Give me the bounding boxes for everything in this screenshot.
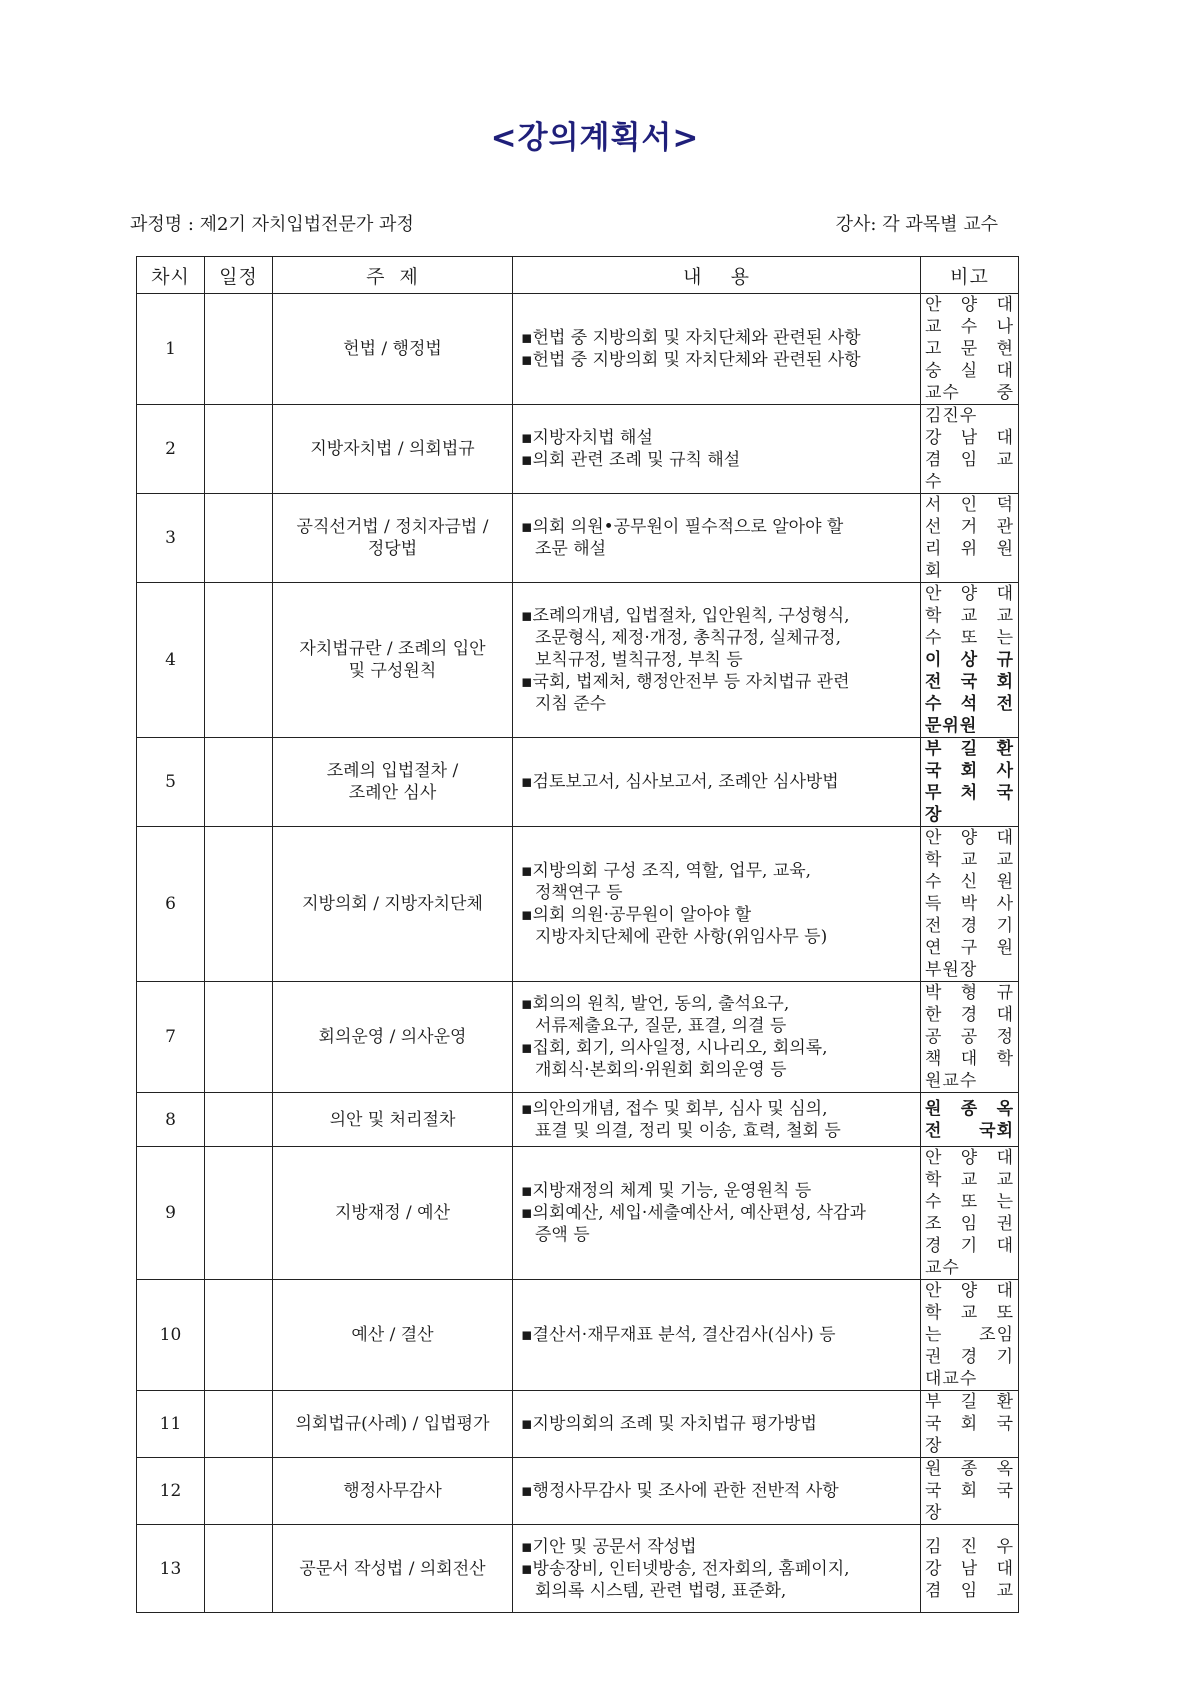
instructor-note-cell bbox=[921, 1458, 1019, 1525]
instructor-info: 강사: 각 과목별 교수 bbox=[835, 214, 998, 235]
topic-line: 지방의회 / 지방자치단체 bbox=[302, 894, 483, 914]
note-line: 숭 실 대 bbox=[925, 361, 1014, 381]
lecture-plan-table bbox=[136, 256, 1019, 1613]
note-line: 강 남 대 bbox=[925, 1558, 1014, 1579]
note-line: 전 경 기 bbox=[925, 916, 1014, 936]
content-cell bbox=[513, 494, 921, 583]
note-line: 안 양 대 bbox=[925, 295, 1014, 315]
note-line: 수 또 는 bbox=[925, 628, 1014, 648]
instructor-note-cell bbox=[921, 1525, 1019, 1613]
session-number: 4 bbox=[137, 583, 205, 738]
note-line: 교 수 나 bbox=[925, 317, 1014, 337]
content-line: ▪헌법 중 지방의회 및 자치단체와 관련된 사항 bbox=[521, 350, 861, 370]
schedule-cell bbox=[205, 1093, 273, 1147]
topic-cell bbox=[273, 405, 513, 494]
schedule-cell bbox=[205, 1147, 273, 1280]
topic-line: 정당법 bbox=[367, 539, 418, 559]
topic-line: 조례의 입법절차 / bbox=[326, 761, 459, 781]
note-line: 부원장 bbox=[925, 960, 978, 980]
note-line: 교수 중 bbox=[925, 383, 1014, 403]
note-line: 연 구 원 bbox=[925, 938, 1014, 958]
schedule-cell bbox=[205, 1280, 273, 1391]
content-line: 조문 해설 bbox=[535, 539, 607, 559]
note-line: 겸 임 교 bbox=[925, 450, 1014, 470]
topic-line: 및 구성원칙 bbox=[348, 661, 437, 681]
content-line: ▪방송장비, 인터넷방송, 전자회의, 홈페이지, bbox=[521, 1558, 850, 1579]
table-row bbox=[137, 583, 1019, 738]
note-line: 학 교 교 bbox=[925, 606, 1014, 626]
content-line: ▪지방의회의 조례 및 자치법규 평가방법 bbox=[521, 1414, 817, 1434]
note-line: 서 인 덕 bbox=[925, 495, 1014, 515]
content-line: ▪지방재정의 체계 및 기능, 운영원칙 등 bbox=[521, 1181, 812, 1201]
content-line: ▪의회 의원•공무원이 필수적으로 알아야 할 bbox=[521, 517, 844, 537]
note-line: 안 양 대 bbox=[925, 1148, 1014, 1168]
topic-cell bbox=[273, 1525, 513, 1613]
note-line: 김진우 bbox=[925, 406, 978, 426]
topic-cell bbox=[273, 1458, 513, 1525]
note-line: 한 경 대 bbox=[925, 1005, 1014, 1025]
content-cell bbox=[513, 583, 921, 738]
schedule-cell bbox=[205, 1525, 273, 1613]
note-line: 고 문 현 bbox=[925, 339, 1014, 359]
content-line: ▪의안의개념, 접수 및 회부, 심사 및 심의, bbox=[521, 1098, 828, 1119]
note-line: 강 남 대 bbox=[925, 428, 1014, 448]
table-row bbox=[137, 738, 1019, 827]
table-row bbox=[137, 1280, 1019, 1391]
note-line: 국 회 국 bbox=[925, 1481, 1014, 1501]
note-line: 권 경 기 bbox=[925, 1347, 1014, 1367]
course-meta bbox=[130, 210, 1010, 236]
session-number: 11 bbox=[137, 1391, 205, 1458]
instructor-note-cell bbox=[921, 1147, 1019, 1280]
header-note: 비고 bbox=[921, 257, 1019, 294]
content-cell bbox=[513, 1093, 921, 1147]
note-line: 국 회 국 bbox=[925, 1414, 1014, 1434]
content-line: 정책연구 등 bbox=[535, 883, 623, 903]
content-line: 지침 준수 bbox=[535, 694, 607, 714]
note-line: 안 양 대 bbox=[925, 584, 1014, 604]
note-line: 장 bbox=[925, 1503, 943, 1523]
note-line: 원 종 옥 bbox=[925, 1459, 1014, 1479]
table-row bbox=[137, 1525, 1019, 1613]
note-line: 국 회 사 bbox=[925, 761, 1014, 781]
topic-line: 공직선거법 / 정치자금법 / bbox=[296, 517, 489, 537]
content-cell bbox=[513, 1147, 921, 1280]
topic-line: 헌법 / 행정법 bbox=[343, 339, 442, 359]
header-session: 차시 bbox=[137, 257, 205, 294]
instructor-note-cell bbox=[921, 1280, 1019, 1391]
note-line: 경 기 대 bbox=[925, 1236, 1014, 1256]
note-line: 겸 임 교 bbox=[925, 1580, 1014, 1601]
topic-cell bbox=[273, 1093, 513, 1147]
topic-cell bbox=[273, 1280, 513, 1391]
content-line: ▪국회, 법제처, 행정안전부 등 자치법규 관련 bbox=[521, 672, 850, 692]
content-line: 조문형식, 제정·개정, 총칙규정, 실체규정, bbox=[535, 628, 841, 648]
note-line: 책 대 학 bbox=[925, 1049, 1014, 1069]
content-line: 개회식·본회의·위원회 회의운영 등 bbox=[535, 1060, 787, 1080]
instructor-note-cell bbox=[921, 1093, 1019, 1147]
topic-line: 예산 / 결산 bbox=[351, 1325, 434, 1345]
session-number: 1 bbox=[137, 294, 205, 405]
note-line: 장 bbox=[925, 1436, 943, 1456]
content-line: 지방자치단체에 관한 사항(위임사무 등) bbox=[535, 927, 828, 947]
topic-line: 회의운영 / 의사운영 bbox=[318, 1027, 467, 1047]
content-line: ▪집회, 회기, 의사일정, 시나리오, 회의록, bbox=[521, 1038, 828, 1058]
session-number: 6 bbox=[137, 827, 205, 982]
note-line: 부 길 환 bbox=[925, 739, 1014, 759]
session-number: 2 bbox=[137, 405, 205, 494]
header-content: 내 용 bbox=[513, 257, 921, 294]
topic-cell bbox=[273, 1147, 513, 1280]
topic-cell bbox=[273, 738, 513, 827]
note-line: 대교수 bbox=[925, 1369, 978, 1389]
note-line: 회 bbox=[925, 561, 943, 581]
table-row bbox=[137, 1391, 1019, 1458]
content-line: ▪헌법 중 지방의회 및 자치단체와 관련된 사항 bbox=[521, 328, 861, 348]
topic-line: 지방재정 / 예산 bbox=[334, 1203, 451, 1223]
table-row bbox=[137, 1458, 1019, 1525]
instructor-note-cell bbox=[921, 982, 1019, 1093]
topic-line: 행정사무감사 bbox=[343, 1481, 442, 1501]
content-line: ▪의회 의원·공무원이 알아야 할 bbox=[521, 905, 752, 925]
content-cell bbox=[513, 738, 921, 827]
note-line: 박 형 규 bbox=[925, 983, 1014, 1003]
course-name: 과정명 : 제2기 자치입법전문가 과정 bbox=[130, 214, 414, 235]
note-line: 공 공 정 bbox=[925, 1027, 1014, 1047]
content-line: ▪조례의개념, 입법절차, 입안원칙, 구성형식, bbox=[521, 606, 850, 626]
table-row bbox=[137, 827, 1019, 982]
content-line: ▪행정사무감사 및 조사에 관한 전반적 사항 bbox=[521, 1481, 839, 1501]
note-line: 전 국 회 bbox=[925, 672, 1014, 692]
note-line: 득 박 사 bbox=[925, 894, 1014, 914]
table-header-row bbox=[137, 257, 1019, 294]
note-line: 문위원 bbox=[925, 716, 978, 736]
note-line: 원교수 bbox=[925, 1071, 978, 1091]
note-line: 부 길 환 bbox=[925, 1392, 1014, 1412]
note-line: 학 교 교 bbox=[925, 1170, 1014, 1190]
note-line: 교수 bbox=[925, 1258, 960, 1278]
note-line: 무 처 국 bbox=[925, 783, 1014, 803]
note-line: 안 양 대 bbox=[925, 1281, 1014, 1301]
note-line: 장 bbox=[925, 805, 943, 825]
topic-line: 의회법규(사례) / 입법평가 bbox=[295, 1414, 490, 1434]
topic-line: 지방자치법 / 의회법규 bbox=[310, 439, 475, 459]
session-number: 10 bbox=[137, 1280, 205, 1391]
instructor-note-cell bbox=[921, 738, 1019, 827]
instructor-note-cell bbox=[921, 827, 1019, 982]
content-cell bbox=[513, 982, 921, 1093]
content-line: ▪지방자치법 해설 bbox=[521, 428, 653, 448]
content-cell bbox=[513, 1458, 921, 1525]
note-line: 이 상 규 bbox=[925, 650, 1014, 670]
content-line: ▪지방의회 구성 조직, 역할, 업무, 교육, bbox=[521, 861, 812, 881]
instructor-note-cell bbox=[921, 494, 1019, 583]
topic-line: 조례안 심사 bbox=[348, 783, 437, 803]
content-line: 회의록 시스템, 관련 법령, 표준화, bbox=[535, 1580, 787, 1601]
schedule-cell bbox=[205, 1458, 273, 1525]
schedule-cell bbox=[205, 982, 273, 1093]
note-line: 안 양 대 bbox=[925, 828, 1014, 848]
content-line: 증액 등 bbox=[535, 1225, 590, 1245]
note-line: 조 임 권 bbox=[925, 1214, 1014, 1234]
table-row bbox=[137, 494, 1019, 583]
topic-cell bbox=[273, 827, 513, 982]
schedule-cell bbox=[205, 1391, 273, 1458]
note-line: 는 조임 bbox=[925, 1325, 1014, 1345]
content-cell bbox=[513, 294, 921, 405]
session-number: 5 bbox=[137, 738, 205, 827]
page-title: <강의계획서> bbox=[490, 120, 700, 156]
content-cell bbox=[513, 827, 921, 982]
table-row bbox=[137, 1093, 1019, 1147]
content-cell bbox=[513, 405, 921, 494]
session-number: 3 bbox=[137, 494, 205, 583]
table-row bbox=[137, 982, 1019, 1093]
schedule-cell bbox=[205, 294, 273, 405]
note-line: 원 종 옥 bbox=[925, 1098, 1014, 1119]
schedule-cell bbox=[205, 738, 273, 827]
content-cell bbox=[513, 1391, 921, 1458]
content-line: ▪기안 및 공문서 작성법 bbox=[521, 1536, 697, 1557]
content-cell bbox=[513, 1525, 921, 1613]
header-schedule: 일정 bbox=[205, 257, 273, 294]
instructor-note-cell bbox=[921, 405, 1019, 494]
table-row bbox=[137, 1147, 1019, 1280]
note-line: 수 석 전 bbox=[925, 694, 1014, 714]
note-line: 전 국회 bbox=[925, 1120, 1014, 1141]
schedule-cell bbox=[205, 827, 273, 982]
topic-cell bbox=[273, 294, 513, 405]
session-number: 12 bbox=[137, 1458, 205, 1525]
topic-cell bbox=[273, 494, 513, 583]
topic-line: 공문서 작성법 / 의회전산 bbox=[299, 1558, 486, 1579]
content-line: ▪의회예산, 세입·세출예산서, 예산편성, 삭감과 bbox=[521, 1203, 866, 1223]
note-line: 수 bbox=[925, 472, 943, 492]
instructor-note-cell bbox=[921, 583, 1019, 738]
instructor-note-cell bbox=[921, 1391, 1019, 1458]
note-line: 선 거 관 bbox=[925, 517, 1014, 537]
content-line: ▪검토보고서, 심사보고서, 조례안 심사방법 bbox=[521, 772, 839, 792]
topic-cell bbox=[273, 583, 513, 738]
session-number: 13 bbox=[137, 1525, 205, 1613]
session-number: 8 bbox=[137, 1093, 205, 1147]
schedule-cell bbox=[205, 494, 273, 583]
session-number: 7 bbox=[137, 982, 205, 1093]
content-cell bbox=[513, 1280, 921, 1391]
header-topic: 주 제 bbox=[273, 257, 513, 294]
note-line: 학 교 교 bbox=[925, 850, 1014, 870]
note-line: 수 신 원 bbox=[925, 872, 1014, 892]
content-line: ▪회의의 원칙, 발언, 동의, 출석요구, bbox=[521, 994, 790, 1014]
session-number: 9 bbox=[137, 1147, 205, 1280]
schedule-cell bbox=[205, 583, 273, 738]
note-line: 리 위 원 bbox=[925, 539, 1014, 559]
content-line: ▪결산서·재무재표 분석, 결산검사(심사) 등 bbox=[521, 1325, 836, 1345]
table-row bbox=[137, 294, 1019, 405]
topic-cell bbox=[273, 1391, 513, 1458]
note-line: 김 진 우 bbox=[925, 1536, 1014, 1557]
content-line: ▪의회 관련 조례 및 규칙 해설 bbox=[521, 450, 741, 470]
content-line: 보칙규정, 벌칙규정, 부칙 등 bbox=[535, 650, 743, 670]
topic-line: 자치법규란 / 조례의 입안 bbox=[299, 639, 486, 659]
topic-line: 의안 및 처리절차 bbox=[329, 1109, 456, 1130]
note-line: 수 또 는 bbox=[925, 1192, 1014, 1212]
content-line: 서류제출요구, 질문, 표결, 의결 등 bbox=[535, 1016, 787, 1036]
table-row bbox=[137, 405, 1019, 494]
schedule-cell bbox=[205, 405, 273, 494]
topic-cell bbox=[273, 982, 513, 1093]
instructor-note-cell bbox=[921, 294, 1019, 405]
content-line: 표결 및 의결, 정리 및 이송, 효력, 철회 등 bbox=[535, 1120, 841, 1141]
note-line: 학 교 또 bbox=[925, 1303, 1014, 1323]
